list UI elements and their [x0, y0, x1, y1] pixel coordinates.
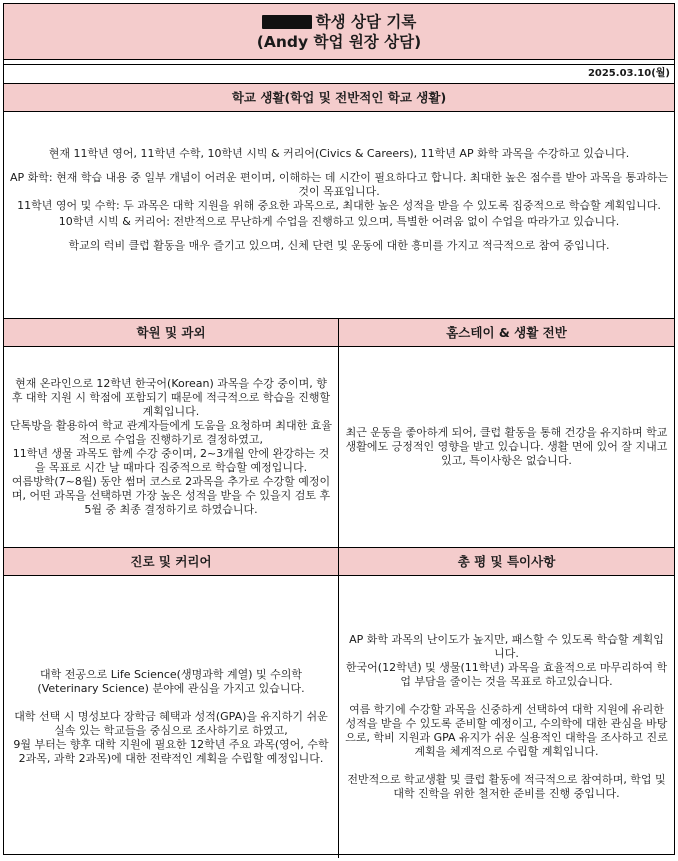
- academy-body: [4, 347, 338, 548]
- career-summary-row: [4, 548, 674, 858]
- school-life-body: [4, 112, 674, 319]
- academy-paragraph: 단톡방을 활용하여 학교 관계자들에게 도움을 요청하며 최대한 효율적으로 수업을 진행하기로 결정하였고,: [10, 419, 333, 446]
- school-life-paragraph: AP 화학: 현재 학습 내용 중 일부 개념이 어려운 편이며, 이해하는 데 시간이 필요하다고 합니다. 최대한 높은 점수를 받아 과목을 통과하는 것이 목표입니다.: [10, 171, 668, 198]
- career-paragraph: 대학 전공으로 Life Science(생명과학 계열) 및 수의학(Veterinary Science) 분야에 관심을 가지고 있습니다.: [37, 668, 305, 695]
- summary-body: [339, 576, 674, 858]
- career-heading: 진로 및 커리어: [4, 548, 338, 576]
- redacted-name: [262, 15, 312, 29]
- academy-paragraph: 11학년 생물 과목도 함께 수강 중이며, 2~3개월 안에 완강하는 것을 목표로 시간 날 때마다 집중적으로 학습할 예정입니다.: [12, 447, 330, 474]
- career-paragraph: 대학 선택 시 명성보다 장학금 혜택과 성적(GPA)을 유지하기 쉬운 실속 있는 학교들을 중심으로 조사하기로 하였고,: [14, 710, 328, 737]
- homestay-section: [339, 319, 674, 548]
- school-life-paragraph: 현재 11학년 영어, 11학년 수학, 10학년 시빅 & 커리어(Civics & Careers), 11학년 AP 화학 과목을 수강하고 있습니다.: [48, 147, 630, 160]
- counseling-record-sheet: [3, 3, 675, 855]
- summary-heading: 총 평 및 특이사항: [339, 548, 674, 576]
- academy-paragraph: 여름방학(7~8월) 동안 썸머 코스로 2과목을 추가로 수강할 예정이며, 어떤 과목을 선택하면 가장 높은 성적을 받을 수 있을지 검토 후 5월 중 최종 결정하기로 하였습니다.: [11, 475, 331, 516]
- career-paragraph: 9월 부터는 향후 대학 지원에 필요한 12학년 주요 과목(영어, 수학 2과목, 과학 2과목)에 대한 전략적인 계획을 수립할 예정입니다.: [13, 738, 329, 765]
- academy-paragraph: 현재 온라인으로 12학년 한국어(Korean) 과목을 수강 중이며, 향후 대학 지원 시 학점에 포함되기 때문에 적극적으로 학습을 진행할 계획입니다.: [11, 377, 331, 418]
- career-body: [4, 576, 338, 858]
- academy-homestay-row: [4, 319, 674, 548]
- career-section: [4, 548, 339, 858]
- summary-paragraph: 전반적으로 학교생활 및 클럽 활동에 적극적으로 참여하며, 학업 및 대학 진학을 위한 철저한 준비를 진행 중입니다.: [347, 773, 666, 800]
- academy-section: [4, 319, 339, 548]
- school-life-heading: 학교 생활(학업 및 전반적인 학교 생활): [4, 84, 674, 112]
- homestay-paragraph: 최근 운동을 좋아하게 되어, 클럽 활동을 통해 건강을 유지하며 학교생활에도 긍정적인 영향을 받고 있습니다. 생활 면에 있어 잘 지내고 있고, 특이사항은 없습니다.: [345, 426, 668, 467]
- summary-section: [339, 548, 674, 858]
- homestay-body: [339, 347, 674, 548]
- summary-paragraph: 여름 학기에 수강할 과목을 신중하게 선택하여 대학 지원에 유리한 성적을 받을 수 있도록 준비할 예정이고, 수의학에 대한 관심을 바탕으로, 학비 지원과 GPA 유지가 쉬운 실용적인 대학을 조사하고 진로 계획을 체계적으로 수립할 계획입니다.: [345, 703, 668, 758]
- school-life-paragraph: 10학년 시빅 & 커리어: 전반적으로 무난하게 수업을 진행하고 있으며, 특별한 어려움 없이 수업을 따라가고 있습니다.: [58, 215, 620, 228]
- summary-paragraph: 한국어(12학년) 및 생물(11학년) 과목을 효율적으로 마무리하여 학업 부담을 줄이는 것을 목표로 하고있습니다.: [345, 661, 668, 688]
- school-life-paragraph: 11학년 영어 및 수학: 두 과목은 대학 지원을 위해 중요한 과목으로, 최대한 높은 성적을 받을 수 있도록 집중적으로 학습할 계획입니다.: [17, 199, 661, 212]
- academy-heading: 학원 및 과외: [4, 319, 338, 347]
- homestay-heading: 홈스테이 & 생활 전반: [339, 319, 674, 347]
- document-title: [262, 12, 417, 32]
- school-life-paragraph: 학교의 럭비 클럽 활동을 매우 즐기고 있으며, 신체 단련 및 운동에 대한 흥미를 가지고 적극적으로 참여 중입니다.: [68, 239, 610, 252]
- title-band: [4, 4, 674, 60]
- consultation-date: 2025.03.10(월): [4, 65, 674, 84]
- summary-paragraph: AP 화학 과목의 난이도가 높지만, 패스할 수 있도록 학습할 계획입니다.: [349, 633, 664, 660]
- document-subtitle: (Andy 학업 원장 상담): [256, 32, 422, 51]
- title-text: 학생 상담 기록: [315, 12, 417, 31]
